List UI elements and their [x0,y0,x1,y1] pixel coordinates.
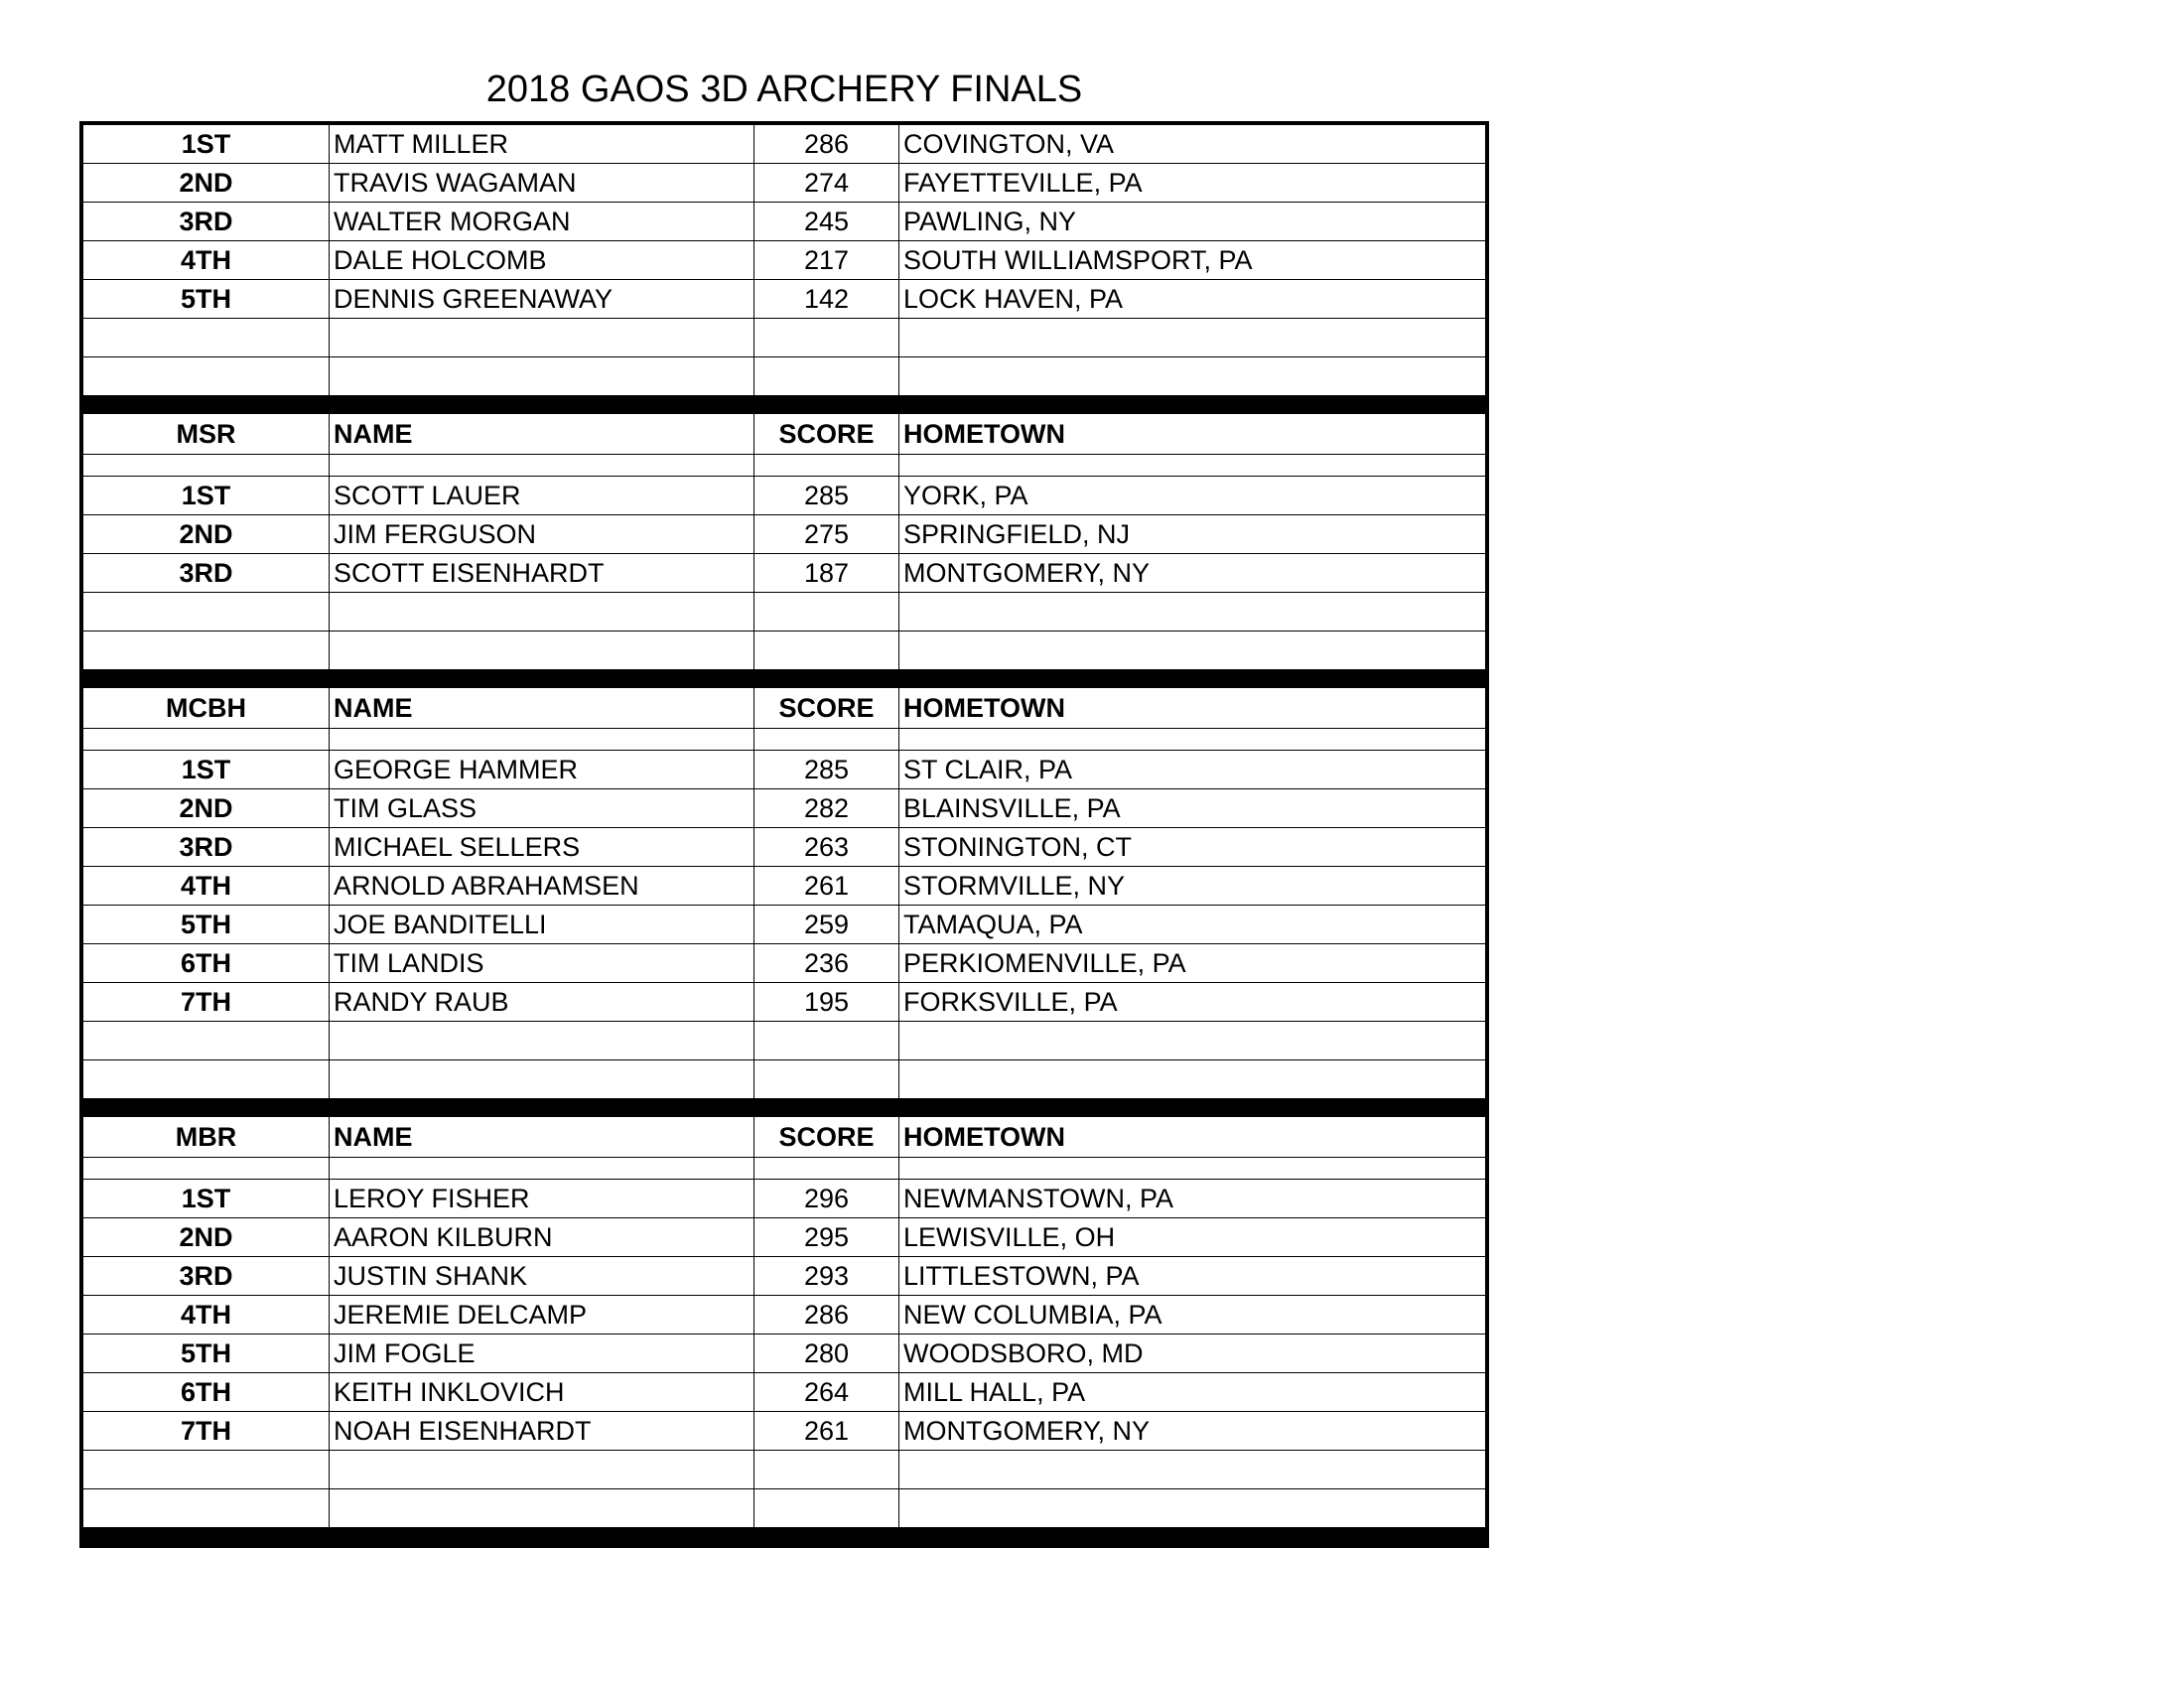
table-row [83,477,1485,515]
section-divider [83,1099,1485,1117]
table-row [83,1257,1485,1296]
table-row [83,906,1485,944]
table-row [83,125,1485,164]
name-header: NAME [330,688,754,728]
table-row [83,515,1485,554]
name-cell: MATT MILLER [330,125,754,163]
name-cell: SCOTT EISENHARDT [330,554,754,592]
section-divider [83,670,1485,688]
name-cell: TIM LANDIS [330,944,754,982]
table-row [83,828,1485,867]
hometown-cell: WOODSBORO, MD [903,1337,1144,1368]
place-cell: 3RD [83,828,330,866]
hometown-cell: NEWMANSTOWN, PA [903,1183,1174,1213]
table-row [83,789,1485,828]
place-cell: 3RD [83,1257,330,1295]
score-header: SCORE [754,688,899,728]
place-cell: 2ND [83,515,330,553]
hometown-cell: SOUTH WILLIAMSPORT, PA [903,244,1253,275]
hometown-cell: STONINGTON, CT [903,831,1133,862]
score-cell: 259 [754,906,899,943]
table-row [83,983,1485,1022]
hometown-cell: PERKIOMENVILLE, PA [903,947,1186,978]
table-row [83,241,1485,280]
hometown-header: HOMETOWN [903,692,1065,723]
name-cell: JIM FOGLE [330,1335,754,1372]
hometown-cell: FORKSVILLE, PA [903,986,1118,1017]
table-row [83,1373,1485,1412]
name-header: NAME [330,1117,754,1157]
section-header [83,414,1485,455]
section-header [83,1117,1485,1158]
score-cell: 293 [754,1257,899,1295]
hometown-cell: MILL HALL, PA [903,1376,1086,1407]
hometown-cell: LOCK HAVEN, PA [903,283,1124,314]
results-section-msr [83,414,1485,670]
results-section-mcbh [83,688,1485,1099]
score-header: SCORE [754,414,899,454]
empty-row [83,319,1485,357]
table-row [83,280,1485,319]
hometown-cell: LEWISVILLE, OH [903,1221,1116,1252]
place-cell: 7TH [83,983,330,1021]
section-divider [83,396,1485,414]
page-title: 2018 GAOS 3D ARCHERY FINALS [485,69,1083,110]
score-cell: 280 [754,1335,899,1372]
name-cell: KEITH INKLOVICH [330,1373,754,1411]
name-cell: GEORGE HAMMER [330,751,754,788]
results-section [83,125,1485,396]
table-row [83,1412,1485,1451]
name-cell: MICHAEL SELLERS [330,828,754,866]
score-cell: 217 [754,241,899,279]
table-row [83,867,1485,906]
score-cell: 261 [754,1412,899,1450]
table-row [83,1335,1485,1373]
name-cell: JIM FERGUSON [330,515,754,553]
name-cell: AARON KILBURN [330,1218,754,1256]
place-cell: 2ND [83,1218,330,1256]
table-row [83,554,1485,593]
results-section-mbr [83,1117,1485,1528]
score-cell: 261 [754,867,899,905]
empty-row [83,1060,1485,1099]
name-header: NAME [330,414,754,454]
score-cell: 285 [754,751,899,788]
hometown-cell: TAMAQUA, PA [903,909,1083,939]
score-cell: 236 [754,944,899,982]
place-cell: 4TH [83,867,330,905]
place-cell: 2ND [83,164,330,202]
section-divider [83,1528,1485,1548]
hometown-cell: COVINGTON, VA [903,128,1115,159]
score-cell: 286 [754,125,899,163]
name-cell: ARNOLD ABRAHAMSEN [330,867,754,905]
place-cell: 1ST [83,125,330,163]
name-cell: TRAVIS WAGAMAN [330,164,754,202]
hometown-cell: SPRINGFIELD, NJ [903,518,1131,549]
score-cell: 263 [754,828,899,866]
place-cell: 3RD [83,554,330,592]
empty-row [83,455,1485,477]
empty-row [83,1451,1485,1489]
name-cell: JOE BANDITELLI [330,906,754,943]
table-row [83,203,1485,241]
place-cell: 1ST [83,477,330,514]
empty-row [83,1022,1485,1060]
score-cell: 296 [754,1180,899,1217]
place-cell: 5TH [83,280,330,318]
name-cell: LEROY FISHER [330,1180,754,1217]
place-cell: 3RD [83,203,330,240]
place-cell: 5TH [83,906,330,943]
empty-row [83,632,1485,670]
hometown-cell: ST CLAIR, PA [903,754,1073,784]
table-row [83,1296,1485,1335]
hometown-cell: NEW COLUMBIA, PA [903,1299,1162,1330]
score-cell: 295 [754,1218,899,1256]
hometown-cell: MONTGOMERY, NY [903,1415,1151,1446]
table-row [83,1180,1485,1218]
score-cell: 285 [754,477,899,514]
name-cell: DALE HOLCOMB [330,241,754,279]
hometown-cell: BLAINSVILLE, PA [903,792,1121,823]
hometown-cell: PAWLING, NY [903,206,1077,236]
name-cell: JUSTIN SHANK [330,1257,754,1295]
table-row [83,944,1485,983]
score-cell: 274 [754,164,899,202]
score-cell: 245 [754,203,899,240]
place-cell: 4TH [83,1296,330,1334]
place-cell: 4TH [83,241,330,279]
place-cell: 2ND [83,789,330,827]
hometown-cell: STORMVILLE, NY [903,870,1126,901]
division-label: MBR [83,1117,330,1157]
name-cell: RANDY RAUB [330,983,754,1021]
place-cell: 7TH [83,1412,330,1450]
empty-row [83,729,1485,751]
empty-row [83,1489,1485,1528]
score-cell: 282 [754,789,899,827]
name-cell: NOAH EISENHARDT [330,1412,754,1450]
hometown-header: HOMETOWN [903,418,1065,449]
name-cell: WALTER MORGAN [330,203,754,240]
place-cell: 1ST [83,1180,330,1217]
empty-row [83,593,1485,632]
section-header [83,688,1485,729]
results-table [79,121,1489,1548]
hometown-cell: FAYETTEVILLE, PA [903,167,1143,198]
score-cell: 264 [754,1373,899,1411]
score-cell: 142 [754,280,899,318]
name-cell: JEREMIE DELCAMP [330,1296,754,1334]
hometown-cell: LITTLESTOWN, PA [903,1260,1140,1291]
division-label: MCBH [83,688,330,728]
table-row [83,751,1485,789]
empty-row [83,1158,1485,1180]
table-row [83,164,1485,203]
hometown-cell: YORK, PA [903,480,1028,510]
score-header: SCORE [754,1117,899,1157]
hometown-cell: MONTGOMERY, NY [903,557,1151,588]
hometown-header: HOMETOWN [903,1121,1065,1152]
place-cell: 1ST [83,751,330,788]
table-row [83,1218,1485,1257]
score-cell: 195 [754,983,899,1021]
empty-row [83,357,1485,396]
score-cell: 275 [754,515,899,553]
score-cell: 187 [754,554,899,592]
place-cell: 6TH [83,1373,330,1411]
place-cell: 5TH [83,1335,330,1372]
score-cell: 286 [754,1296,899,1334]
name-cell: DENNIS GREENAWAY [330,280,754,318]
division-label: MSR [83,414,330,454]
name-cell: SCOTT LAUER [330,477,754,514]
name-cell: TIM GLASS [330,789,754,827]
place-cell: 6TH [83,944,330,982]
